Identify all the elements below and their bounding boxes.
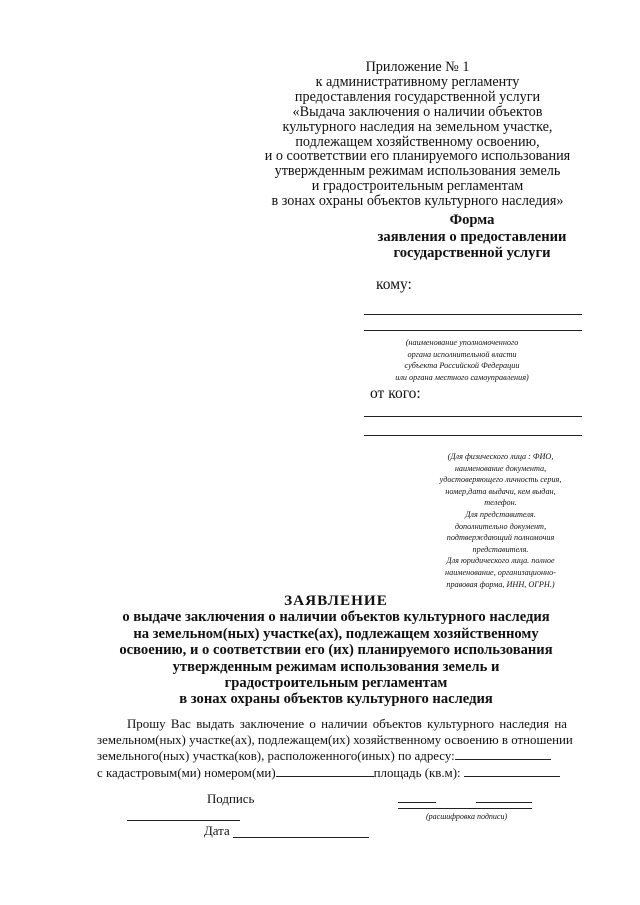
request-line-2: земельном(ных) участке(ах), подлежащем(их) хозяйственному освоению в отношении [97,733,573,748]
recipient-note-line: или органа местного самоуправления) [395,372,529,382]
appendix-line: культурного наследия на земельном участке, [282,118,553,135]
appendix-line: подлежащем хозяйственному освоению, [295,133,540,150]
sender-note-line: наименование документа, [454,463,547,473]
recipient-field-line-1[interactable] [364,314,582,315]
sender-field-line-2[interactable] [364,435,582,436]
statement-title [100,593,572,708]
signature-label: Подпись [207,792,255,806]
address-label: земельного(ных) участка(ков), расположенного(иных) по адресу: [97,749,455,764]
statement-line: в зонах охраны объектов культурного наследия [179,691,493,708]
sender-note-line: наименование, организационно- [445,567,556,577]
request-line-1: Прошу Вас выдать заключение о наличии объектов культурного наследия на [127,717,567,731]
appendix-line: к административному регламенту [315,73,520,90]
statement-heading: ЗАЯВЛЕНИЕ [284,592,388,609]
address-field[interactable] [455,748,551,760]
sender-note-line: номер,дата выдачи, кем выдан, [445,486,556,496]
sender-note-line: Для представителя. [465,509,536,519]
signature-decoding-field[interactable] [398,808,532,809]
recipient-label: кому: [376,276,412,293]
statement-line: на земельном(ных) участке(ах), подлежащем хозяйственному [133,625,539,642]
signature-line-segment-2[interactable] [476,802,532,803]
form-title [352,212,592,262]
recipient-note-line: субъекта Российской Федерации [404,361,520,371]
cadastral-number-field[interactable] [276,765,374,777]
sender-note-line: (Для физического лица : ФИО, [447,452,554,461]
sender-label: от кого: [370,385,421,402]
signature-decoding-note: (расшифровка подписи) [426,812,508,821]
statement-line: утвержденным режимам использования земель и [172,658,500,675]
recipient-field-line-2[interactable] [364,330,582,331]
date-field[interactable] [233,837,369,838]
sender-note-line: правовая форма, ИНН, ОГРН.) [446,579,555,589]
sender-field-line-1[interactable] [364,416,582,417]
recipient-note-line: органа исполнительной власти [407,349,517,359]
appendix-line: утвержденным режимам использования земель [274,163,561,180]
appendix-line: и градостроительным регламентам [311,178,524,195]
statement-line: о выдаче заключения о наличии объектов культурного наследия [122,609,550,626]
date-label: Дата [204,824,230,838]
form-title-line: Форма [449,212,495,228]
appendix-line: Приложение № 1 [365,59,470,75]
sender-note-line: представителя. [472,544,529,554]
sender-note-line: подтверждающий полномочия [446,533,555,543]
area-label: площадь (кв.м): [373,765,461,780]
form-title-line: заявления о предоставлении [377,228,567,245]
sender-note-line: удостоверяющего личность серия, [439,475,562,485]
recipient-note-line: (наименование уполномоченного [405,338,519,347]
statement-line: освоению, и о соответствии его (их) планируемого использования [119,642,553,659]
appendix-line: и о соответствии его планируемого использования [264,148,571,165]
sender-note-line: Для юридического лица. полное [446,556,555,566]
appendix-header [245,60,590,209]
appendix-line: предоставления государственной услуги [294,88,541,105]
sender-note-line: дополнительно документ, [454,521,547,531]
recipient-note [362,337,562,383]
appendix-line: в зонах охраны объектов культурного наследия» [271,193,564,210]
sender-note-line: телефон. [484,498,517,508]
sender-note [413,451,588,590]
appendix-line: «Выдача заключения о наличии объектов [292,103,543,120]
form-title-line: государственной услуги [393,245,551,261]
request-paragraph [97,716,573,781]
request-line-4 [97,765,567,781]
signature-line-segment-1[interactable] [398,802,436,803]
signature-field[interactable] [127,820,240,821]
statement-line: градостроительным регламентам [224,675,448,692]
area-field[interactable] [464,765,560,777]
request-line-3 [97,748,567,764]
cadastral-label: с кадастровым(ми) номером(ми) [97,765,276,780]
